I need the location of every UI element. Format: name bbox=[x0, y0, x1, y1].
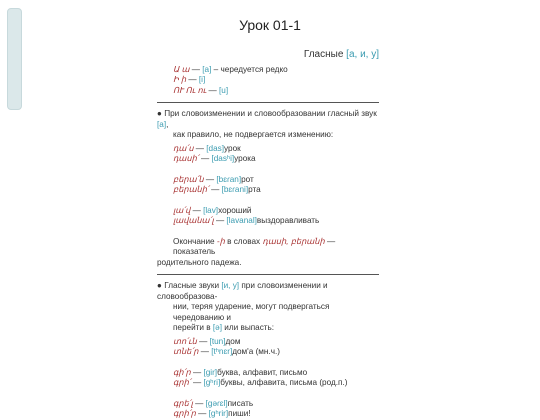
example-row: բերանի՛ — [bɛɾani]рта bbox=[173, 185, 261, 194]
example-word: տո՛ւն bbox=[173, 336, 197, 346]
lesson-content bbox=[157, 50, 379, 420]
vowels-heading-text: Гласные bbox=[303, 49, 347, 60]
example-row: դա՛ս — [das]урок bbox=[173, 143, 241, 153]
line3-text: перейти в bbox=[173, 323, 213, 332]
ending-text: — показатель bbox=[173, 236, 336, 256]
vowel-ipa: [u] bbox=[219, 85, 229, 95]
example-word: դա՛ս bbox=[173, 143, 194, 153]
ending-text: в словах bbox=[224, 236, 263, 246]
vowels-heading-ipa: [а, и, у] bbox=[346, 49, 379, 60]
example-word: բերա՛ն bbox=[173, 174, 204, 184]
vowels-heading bbox=[157, 50, 379, 61]
example-gloss: выздоравливать bbox=[256, 216, 320, 225]
section-b-line3 bbox=[157, 323, 379, 334]
example-ipa: [dasʰi] bbox=[211, 154, 235, 163]
example-ipa: [bɛɾani] bbox=[221, 185, 249, 194]
vowel-row bbox=[157, 86, 379, 97]
example-row: գրե՛լ — [gəɾɛl]писать bbox=[173, 398, 254, 408]
bullet-text: ● При словоизменении и словообразовании гласный звук bbox=[157, 109, 377, 118]
example-gloss: урока bbox=[234, 154, 256, 163]
bullet-ipa: [a] bbox=[157, 119, 167, 129]
bullet-ipa: [и, у] bbox=[221, 281, 240, 290]
example-row: տնե՛ր — [tʰnɛr]дом'а (мн.ч.) bbox=[173, 347, 280, 356]
ending-text: Окончание bbox=[173, 236, 217, 246]
example-row: գրի՛ր — [gʰrir]пиши! bbox=[173, 409, 251, 418]
example-ipa: [gəɾɛl] bbox=[205, 398, 228, 408]
example-row: լավանա՛լ — [lavanal]выздоравливать bbox=[173, 216, 320, 225]
section-b-line2: нии, теряя ударение, могут подвергаться чередованию и bbox=[173, 302, 330, 322]
ending-suffix: -ի bbox=[216, 236, 225, 246]
ending-note-line2: родительного падежа. bbox=[157, 257, 242, 267]
ending-words: դասի, բերանի bbox=[262, 236, 325, 246]
example-ipa: [lavanal] bbox=[226, 216, 257, 225]
vowel-letter: Ա ա bbox=[173, 64, 190, 74]
example-gloss: рот bbox=[241, 174, 254, 184]
vowel-ipa: [a] bbox=[202, 64, 212, 74]
example-ipa: [gʰrir] bbox=[208, 409, 229, 418]
vowel-note: – чередуется редко bbox=[211, 64, 288, 74]
example-word: գրե՛լ bbox=[173, 398, 193, 408]
example-gloss: писать bbox=[227, 398, 254, 408]
dash: — bbox=[189, 64, 203, 74]
vowel-letter: ՈՒ Ու ու bbox=[173, 85, 207, 95]
vowel-letter: Ի ի bbox=[173, 75, 187, 84]
example-gloss: хороший bbox=[218, 205, 252, 215]
dash: — bbox=[206, 85, 219, 95]
vowel-row bbox=[157, 75, 379, 86]
example-row: բերա՛ն — [bɛɾan]рот bbox=[173, 174, 254, 184]
example-word: գի՛ր bbox=[173, 367, 191, 377]
example-word: լա՛վ bbox=[173, 205, 191, 215]
example-gloss: урок bbox=[224, 143, 241, 153]
example-gloss: дом'а (мн.ч.) bbox=[232, 347, 280, 356]
bullet-tail: , bbox=[166, 119, 169, 129]
example-word: գրի՛ր bbox=[173, 409, 196, 418]
example-ipa: [gʰri] bbox=[203, 378, 221, 387]
line3-ipa: [ə] bbox=[212, 323, 222, 332]
example-ipa: [tun] bbox=[209, 336, 226, 346]
vowel-row bbox=[157, 65, 379, 76]
example-word: լավանա՛լ bbox=[173, 216, 214, 225]
bullet-tail: при словоизменении и словообразова- bbox=[157, 281, 328, 301]
example-row: գրի՛ — [gʰri]буквы, алфавита, письма (род.п.) bbox=[173, 378, 348, 387]
section-a-intro bbox=[157, 109, 379, 130]
example-word: դասի՛ bbox=[173, 154, 199, 163]
example-ipa: [gir] bbox=[203, 367, 218, 377]
example-row: տո՛ւն — [tun]дом bbox=[173, 336, 241, 346]
divider bbox=[157, 274, 379, 275]
dash: — bbox=[186, 75, 199, 84]
example-gloss: дом bbox=[225, 336, 241, 346]
example-row: դասի՛ — [dasʰi]урока bbox=[173, 154, 256, 163]
example-word: բերանի՛ bbox=[173, 185, 209, 194]
example-row: գի՛ր — [gir]буква, алфавит, письмо bbox=[173, 367, 308, 377]
example-word: տնե՛ր bbox=[173, 347, 199, 356]
example-word: գրի՛ bbox=[173, 378, 191, 387]
vowel-ipa: [i] bbox=[198, 75, 206, 84]
bullet-text: ● Гласные звуки bbox=[157, 281, 222, 290]
section-b-intro bbox=[157, 281, 379, 302]
example-gloss: пиши! bbox=[228, 409, 251, 418]
section-a-line2: как правило, не подвергается изменению: bbox=[173, 130, 334, 139]
example-gloss: буква, алфавит, письмо bbox=[217, 367, 308, 377]
example-ipa: [tʰnɛr] bbox=[211, 347, 233, 356]
example-ipa: [lav] bbox=[203, 205, 219, 215]
example-ipa: [bɛɾan] bbox=[216, 174, 242, 184]
example-ipa: [das] bbox=[206, 143, 225, 153]
divider bbox=[157, 102, 379, 103]
page-title: Урок 01-1 bbox=[239, 17, 301, 33]
example-gloss: рта bbox=[248, 185, 261, 194]
line3-text: или выпасть: bbox=[222, 323, 275, 332]
ending-note bbox=[157, 237, 379, 258]
example-row: լա՛վ — [lav]хороший bbox=[173, 205, 252, 215]
example-gloss: буквы, алфавита, письма (род.п.) bbox=[220, 378, 348, 387]
